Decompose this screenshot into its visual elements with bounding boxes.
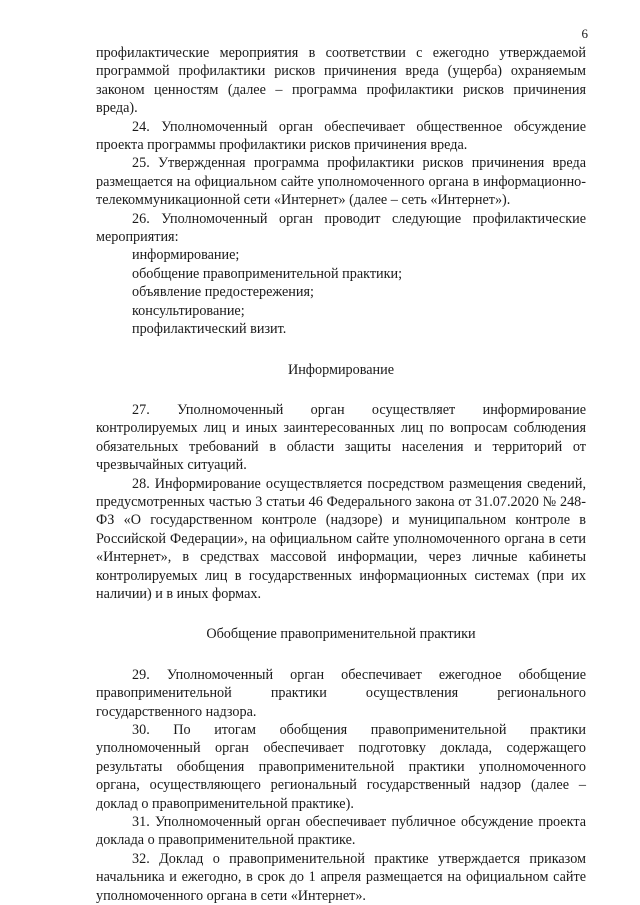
section-heading-generalization: Обобщение правоприменительной практики — [206, 626, 476, 643]
section-heading-informing: Информирование — [287, 361, 395, 378]
list-item: информирование; — [132, 247, 240, 264]
document-body — [96, 44, 586, 905]
paragraph-28: 28. Информирование осуществляется посредством размещения сведений, предусмотренных частью 3 статьи 46 Федерального закона от 31.07.2020 № 248-ФЗ «О государственном контроле (надзоре) и муниципальном контроле в Российской Федерации», на официальном сайте уполномоченного органа в сети «Интернет», в средствах массовой информации, через личные кабинеты контролируемых лиц в государственных информационных системах (при их наличии) и в иных формах. — [96, 475, 586, 602]
list-item: консультирование; — [132, 302, 245, 319]
paragraph-25: 25. Утвержденная программа профилактики рисков причинения вреда размещается на официальном сайте уполномоченного органа в информационно-телекоммуникационной сети «Интернет» (далее – сеть «Интернет»). — [96, 155, 586, 209]
paragraph-27: 27. Уполномоченный орган осуществляет информирование контролируемых лиц и иных заинтересованных лиц по вопросам соблюдения обязательных требований в области защиты населения и территорий от чрезвычайных ситуаций. — [96, 401, 586, 474]
page-number: 6 — [581, 26, 588, 41]
paragraph-26: 26. Уполномоченный орган проводит следующие профилактические мероприятия: — [96, 210, 586, 246]
measures-list — [96, 246, 586, 338]
paragraph-30: 30. По итогам обобщения правоприменительной практики уполномоченный орган обеспечивает подготовку доклада, содержащего результаты обобщения правоприменительной практики уполномоченного органа, осуществляющего региональный государственный надзор (далее – доклад о правоприменительной практике). — [96, 722, 586, 812]
paragraph-31: 31. Уполномоченный орган обеспечивает публичное обсуждение проекта доклада о правоприменительной практике. — [96, 814, 586, 849]
paragraph-32: 32. Доклад о правоприменительной практике утверждается приказом начальника и ежегодно, в срок до 1 апреля размещается на официальном сайте уполномоченного органа в сети «Интернет». — [96, 850, 586, 904]
list-item: объявление предостережения; — [132, 284, 314, 301]
paragraph-intro: профилактические мероприятия в соответствии с ежегодно утверждаемой программой профилактики рисков причинения вреда (ущерба) охраняемым законом ценностям (далее – программа профилактики рисков причинения вреда). — [96, 45, 586, 117]
list-item: обобщение правоприменительной практики; — [132, 265, 403, 282]
paragraph-29: 29. Уполномоченный орган обеспечивает ежегодное обобщение правоприменительной практики осуществления регионального государственного надзора. — [96, 666, 586, 720]
paragraph-24: 24. Уполномоченный орган обеспечивает общественное обсуждение проекта программы профилактики рисков причинения вреда. — [96, 118, 586, 154]
list-item: профилактический визит. — [132, 321, 287, 338]
